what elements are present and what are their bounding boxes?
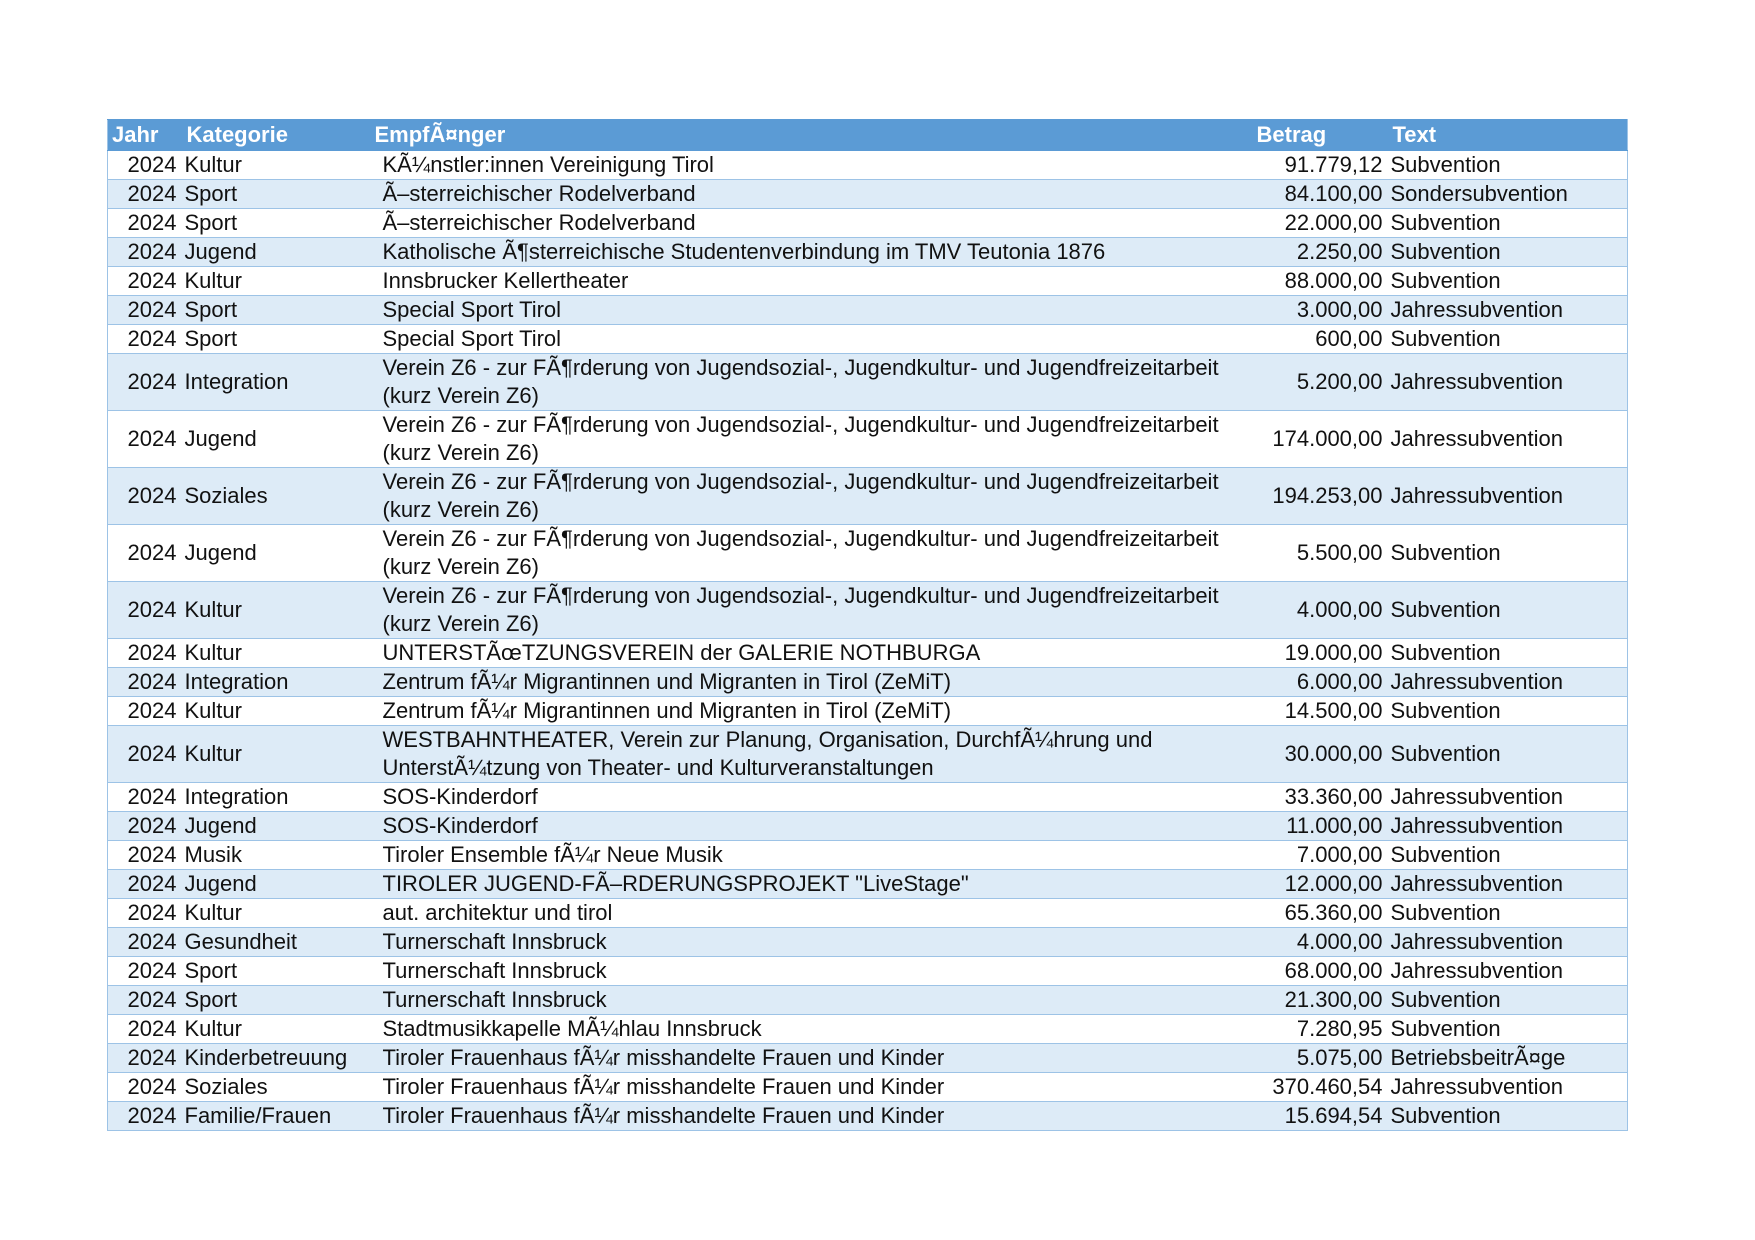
cell-kategorie: Soziales bbox=[183, 468, 371, 525]
cell-text: Subvention bbox=[1389, 267, 1628, 296]
cell-betrag: 3.000,00 bbox=[1251, 296, 1389, 325]
cell-kategorie: Sport bbox=[183, 325, 371, 354]
table-header-row bbox=[108, 120, 1628, 151]
table-row bbox=[108, 928, 1628, 957]
cell-text: Jahressubvention bbox=[1389, 668, 1628, 697]
cell-kategorie: Kultur bbox=[183, 582, 371, 639]
cell-empfaenger: UNTERSTÃœTZUNGSVEREIN der GALERIE NOTHBURGA bbox=[371, 639, 1251, 668]
cell-jahr: 2024 bbox=[108, 1015, 183, 1044]
table-row bbox=[108, 986, 1628, 1015]
cell-jahr: 2024 bbox=[108, 151, 183, 180]
cell-jahr: 2024 bbox=[108, 238, 183, 267]
cell-betrag: 2.250,00 bbox=[1251, 238, 1389, 267]
table-row bbox=[108, 899, 1628, 928]
table-row bbox=[108, 525, 1628, 582]
cell-betrag: 22.000,00 bbox=[1251, 209, 1389, 238]
cell-betrag: 65.360,00 bbox=[1251, 899, 1389, 928]
cell-empfaenger: Verein Z6 - zur FÃ¶rderung von Jugendsozial-, Jugendkultur- und Jugendfreizeitarbeit (kurz Verein Z6) bbox=[371, 411, 1251, 468]
cell-empfaenger: Ã–sterreichischer Rodelverband bbox=[371, 209, 1251, 238]
cell-kategorie: Kultur bbox=[183, 899, 371, 928]
cell-text: Subvention bbox=[1389, 899, 1628, 928]
cell-betrag: 174.000,00 bbox=[1251, 411, 1389, 468]
cell-text: Subvention bbox=[1389, 209, 1628, 238]
cell-jahr: 2024 bbox=[108, 354, 183, 411]
cell-empfaenger: Turnerschaft Innsbruck bbox=[371, 986, 1251, 1015]
cell-empfaenger: Katholische Ã¶sterreichische Studentenverbindung im TMV Teutonia 1876 bbox=[371, 238, 1251, 267]
cell-text: BetriebsbeitrÃ¤ge bbox=[1389, 1044, 1628, 1073]
cell-text: Subvention bbox=[1389, 639, 1628, 668]
cell-empfaenger: KÃ¼nstler:innen Vereinigung Tirol bbox=[371, 151, 1251, 180]
cell-empfaenger: Tiroler Frauenhaus fÃ¼r misshandelte Frauen und Kinder bbox=[371, 1044, 1251, 1073]
cell-kategorie: Jugend bbox=[183, 411, 371, 468]
cell-empfaenger: Verein Z6 - zur FÃ¶rderung von Jugendsozial-, Jugendkultur- und Jugendfreizeitarbeit (kurz Verein Z6) bbox=[371, 354, 1251, 411]
cell-jahr: 2024 bbox=[108, 812, 183, 841]
cell-jahr: 2024 bbox=[108, 928, 183, 957]
table-row bbox=[108, 296, 1628, 325]
subsidies-table bbox=[107, 119, 1628, 1131]
table-row bbox=[108, 841, 1628, 870]
cell-empfaenger: Tiroler Frauenhaus fÃ¼r misshandelte Frauen und Kinder bbox=[371, 1102, 1251, 1131]
table-row bbox=[108, 209, 1628, 238]
header-betrag: Betrag bbox=[1251, 120, 1389, 151]
cell-betrag: 370.460,54 bbox=[1251, 1073, 1389, 1102]
table-row bbox=[108, 639, 1628, 668]
cell-empfaenger: Verein Z6 - zur FÃ¶rderung von Jugendsozial-, Jugendkultur- und Jugendfreizeitarbeit (kurz Verein Z6) bbox=[371, 468, 1251, 525]
cell-jahr: 2024 bbox=[108, 668, 183, 697]
cell-empfaenger: Turnerschaft Innsbruck bbox=[371, 957, 1251, 986]
cell-betrag: 14.500,00 bbox=[1251, 697, 1389, 726]
table-row bbox=[108, 726, 1628, 783]
cell-text: Subvention bbox=[1389, 1015, 1628, 1044]
cell-empfaenger: Turnerschaft Innsbruck bbox=[371, 928, 1251, 957]
cell-kategorie: Integration bbox=[183, 783, 371, 812]
cell-kategorie: Kultur bbox=[183, 1015, 371, 1044]
table-row bbox=[108, 870, 1628, 899]
cell-betrag: 30.000,00 bbox=[1251, 726, 1389, 783]
cell-kategorie: Gesundheit bbox=[183, 928, 371, 957]
cell-text: Subvention bbox=[1389, 841, 1628, 870]
table-row bbox=[108, 783, 1628, 812]
table-row bbox=[108, 325, 1628, 354]
cell-jahr: 2024 bbox=[108, 1044, 183, 1073]
table-row bbox=[108, 267, 1628, 296]
cell-jahr: 2024 bbox=[108, 783, 183, 812]
cell-betrag: 5.200,00 bbox=[1251, 354, 1389, 411]
cell-kategorie: Jugend bbox=[183, 525, 371, 582]
cell-jahr: 2024 bbox=[108, 1073, 183, 1102]
cell-text: Subvention bbox=[1389, 726, 1628, 783]
cell-betrag: 88.000,00 bbox=[1251, 267, 1389, 296]
cell-jahr: 2024 bbox=[108, 986, 183, 1015]
cell-text: Jahressubvention bbox=[1389, 812, 1628, 841]
cell-kategorie: Kinderbetreuung bbox=[183, 1044, 371, 1073]
cell-text: Jahressubvention bbox=[1389, 354, 1628, 411]
table-row bbox=[108, 354, 1628, 411]
cell-betrag: 5.075,00 bbox=[1251, 1044, 1389, 1073]
cell-kategorie: Sport bbox=[183, 296, 371, 325]
cell-betrag: 15.694,54 bbox=[1251, 1102, 1389, 1131]
cell-kategorie: Integration bbox=[183, 354, 371, 411]
cell-text: Subvention bbox=[1389, 525, 1628, 582]
header-empfaenger: EmpfÃ¤nger bbox=[371, 120, 1251, 151]
cell-text: Subvention bbox=[1389, 582, 1628, 639]
cell-text: Jahressubvention bbox=[1389, 870, 1628, 899]
cell-text: Jahressubvention bbox=[1389, 411, 1628, 468]
table-row bbox=[108, 411, 1628, 468]
cell-jahr: 2024 bbox=[108, 267, 183, 296]
cell-jahr: 2024 bbox=[108, 411, 183, 468]
table-row bbox=[108, 1073, 1628, 1102]
cell-betrag: 194.253,00 bbox=[1251, 468, 1389, 525]
cell-jahr: 2024 bbox=[108, 209, 183, 238]
cell-text: Jahressubvention bbox=[1389, 783, 1628, 812]
cell-empfaenger: Zentrum fÃ¼r Migrantinnen und Migranten in Tirol (ZeMiT) bbox=[371, 697, 1251, 726]
cell-kategorie: Kultur bbox=[183, 639, 371, 668]
cell-jahr: 2024 bbox=[108, 899, 183, 928]
table-row bbox=[108, 957, 1628, 986]
cell-jahr: 2024 bbox=[108, 296, 183, 325]
cell-jahr: 2024 bbox=[108, 468, 183, 525]
cell-empfaenger: Ã–sterreichischer Rodelverband bbox=[371, 180, 1251, 209]
cell-empfaenger: Zentrum fÃ¼r Migrantinnen und Migranten in Tirol (ZeMiT) bbox=[371, 668, 1251, 697]
table-row bbox=[108, 468, 1628, 525]
cell-jahr: 2024 bbox=[108, 841, 183, 870]
cell-jahr: 2024 bbox=[108, 1102, 183, 1131]
cell-kategorie: Sport bbox=[183, 986, 371, 1015]
cell-jahr: 2024 bbox=[108, 180, 183, 209]
cell-empfaenger: Verein Z6 - zur FÃ¶rderung von Jugendsozial-, Jugendkultur- und Jugendfreizeitarbeit (kurz Verein Z6) bbox=[371, 525, 1251, 582]
cell-jahr: 2024 bbox=[108, 525, 183, 582]
cell-text: Subvention bbox=[1389, 238, 1628, 267]
cell-text: Jahressubvention bbox=[1389, 957, 1628, 986]
cell-empfaenger: Tiroler Ensemble fÃ¼r Neue Musik bbox=[371, 841, 1251, 870]
cell-kategorie: Sport bbox=[183, 209, 371, 238]
table-row bbox=[108, 180, 1628, 209]
cell-empfaenger: Stadtmusikkapelle MÃ¼hlau Innsbruck bbox=[371, 1015, 1251, 1044]
cell-kategorie: Kultur bbox=[183, 151, 371, 180]
cell-jahr: 2024 bbox=[108, 870, 183, 899]
cell-betrag: 11.000,00 bbox=[1251, 812, 1389, 841]
cell-betrag: 4.000,00 bbox=[1251, 582, 1389, 639]
cell-kategorie: Soziales bbox=[183, 1073, 371, 1102]
cell-betrag: 600,00 bbox=[1251, 325, 1389, 354]
cell-kategorie: Integration bbox=[183, 668, 371, 697]
cell-empfaenger: WESTBAHNTHEATER, Verein zur Planung, Organisation, DurchfÃ¼hrung und UnterstÃ¼tzung von Theater- und Kulturveranstaltungen bbox=[371, 726, 1251, 783]
cell-kategorie: Kultur bbox=[183, 697, 371, 726]
cell-jahr: 2024 bbox=[108, 957, 183, 986]
header-kategorie: Kategorie bbox=[183, 120, 371, 151]
cell-empfaenger: Verein Z6 - zur FÃ¶rderung von Jugendsozial-, Jugendkultur- und Jugendfreizeitarbeit (kurz Verein Z6) bbox=[371, 582, 1251, 639]
cell-empfaenger: SOS-Kinderdorf bbox=[371, 812, 1251, 841]
cell-text: Subvention bbox=[1389, 151, 1628, 180]
cell-betrag: 12.000,00 bbox=[1251, 870, 1389, 899]
cell-kategorie: Jugend bbox=[183, 812, 371, 841]
cell-kategorie: Familie/Frauen bbox=[183, 1102, 371, 1131]
cell-betrag: 91.779,12 bbox=[1251, 151, 1389, 180]
cell-text: Subvention bbox=[1389, 1102, 1628, 1131]
table-row bbox=[108, 812, 1628, 841]
cell-kategorie: Sport bbox=[183, 957, 371, 986]
cell-betrag: 33.360,00 bbox=[1251, 783, 1389, 812]
cell-text: Subvention bbox=[1389, 986, 1628, 1015]
cell-empfaenger: Tiroler Frauenhaus fÃ¼r misshandelte Frauen und Kinder bbox=[371, 1073, 1251, 1102]
cell-empfaenger: TIROLER JUGEND-FÃ–RDERUNGSPROJEKT "LiveStage" bbox=[371, 870, 1251, 899]
cell-betrag: 6.000,00 bbox=[1251, 668, 1389, 697]
cell-jahr: 2024 bbox=[108, 726, 183, 783]
cell-empfaenger: aut. architektur und tirol bbox=[371, 899, 1251, 928]
cell-betrag: 84.100,00 bbox=[1251, 180, 1389, 209]
cell-kategorie: Kultur bbox=[183, 267, 371, 296]
cell-kategorie: Jugend bbox=[183, 870, 371, 899]
cell-kategorie: Kultur bbox=[183, 726, 371, 783]
cell-empfaenger: Innsbrucker Kellertheater bbox=[371, 267, 1251, 296]
cell-betrag: 4.000,00 bbox=[1251, 928, 1389, 957]
cell-betrag: 7.280,95 bbox=[1251, 1015, 1389, 1044]
cell-text: Sondersubvention bbox=[1389, 180, 1628, 209]
table-row bbox=[108, 151, 1628, 180]
cell-jahr: 2024 bbox=[108, 582, 183, 639]
cell-text: Jahressubvention bbox=[1389, 468, 1628, 525]
header-jahr: Jahr bbox=[108, 120, 183, 151]
cell-betrag: 7.000,00 bbox=[1251, 841, 1389, 870]
table-row bbox=[108, 238, 1628, 267]
cell-text: Jahressubvention bbox=[1389, 296, 1628, 325]
cell-kategorie: Musik bbox=[183, 841, 371, 870]
table-row bbox=[108, 1044, 1628, 1073]
table-row bbox=[108, 668, 1628, 697]
cell-kategorie: Sport bbox=[183, 180, 371, 209]
cell-empfaenger: Special Sport Tirol bbox=[371, 296, 1251, 325]
cell-text: Subvention bbox=[1389, 697, 1628, 726]
cell-jahr: 2024 bbox=[108, 325, 183, 354]
table-row bbox=[108, 582, 1628, 639]
cell-text: Jahressubvention bbox=[1389, 928, 1628, 957]
cell-kategorie: Jugend bbox=[183, 238, 371, 267]
table-row bbox=[108, 697, 1628, 726]
cell-betrag: 19.000,00 bbox=[1251, 639, 1389, 668]
cell-empfaenger: SOS-Kinderdorf bbox=[371, 783, 1251, 812]
cell-jahr: 2024 bbox=[108, 697, 183, 726]
header-text: Text bbox=[1389, 120, 1628, 151]
table-row bbox=[108, 1015, 1628, 1044]
cell-betrag: 5.500,00 bbox=[1251, 525, 1389, 582]
cell-betrag: 68.000,00 bbox=[1251, 957, 1389, 986]
table-body bbox=[108, 151, 1628, 1131]
table-row bbox=[108, 1102, 1628, 1131]
cell-text: Jahressubvention bbox=[1389, 1073, 1628, 1102]
cell-text: Subvention bbox=[1389, 325, 1628, 354]
cell-empfaenger: Special Sport Tirol bbox=[371, 325, 1251, 354]
cell-jahr: 2024 bbox=[108, 639, 183, 668]
cell-betrag: 21.300,00 bbox=[1251, 986, 1389, 1015]
